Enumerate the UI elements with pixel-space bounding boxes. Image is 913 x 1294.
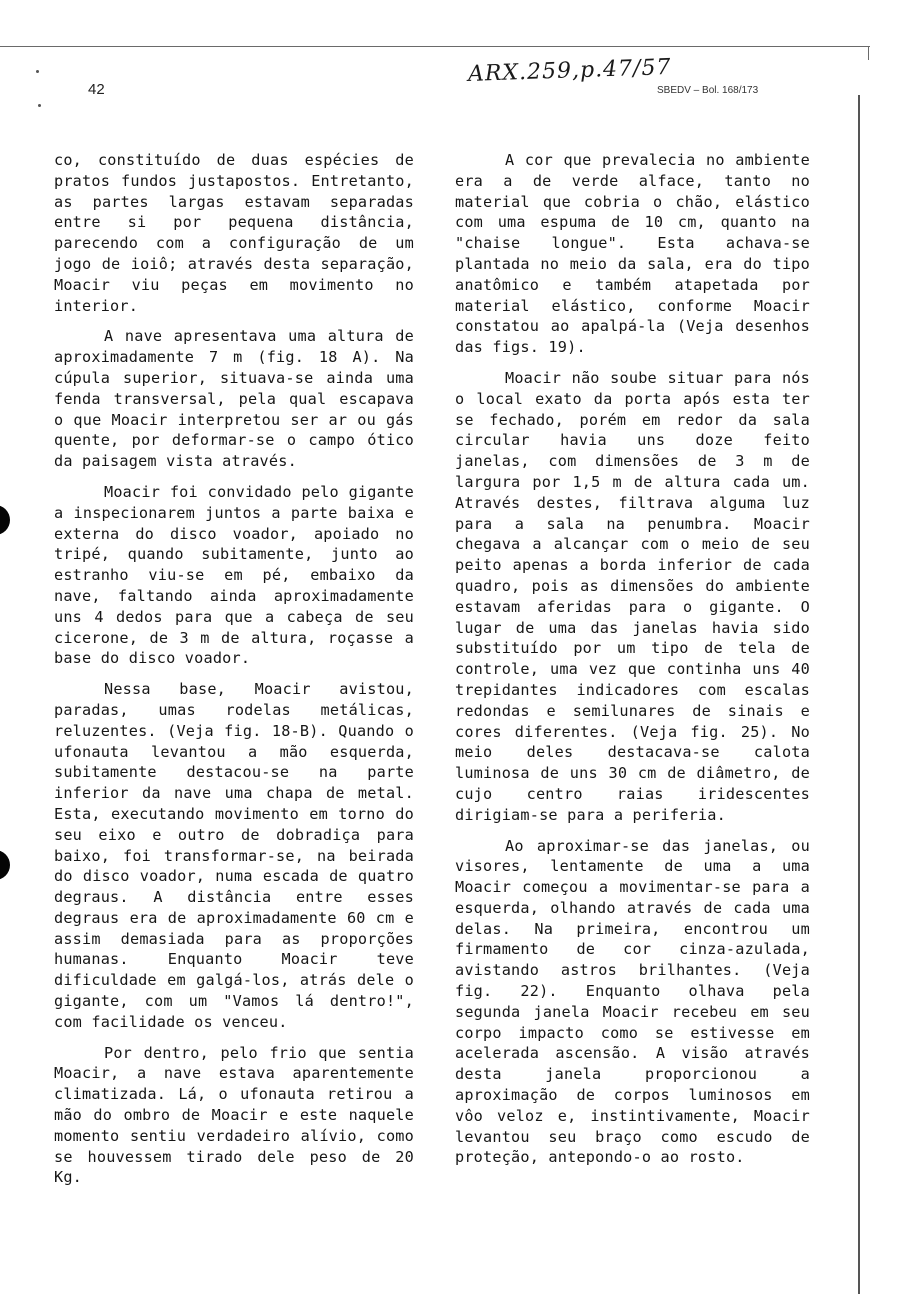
top-rule-line <box>0 46 870 47</box>
right-text-column <box>455 150 810 1178</box>
punch-hole-lower <box>0 850 10 880</box>
journal-reference: SBEDV – Bol. 168/173 <box>657 85 759 96</box>
scan-speck <box>36 70 39 73</box>
page-number: 42 <box>88 81 105 98</box>
paragraph: co, constituído de duas espécies de pratos fundos justapostos. Entretanto, as partes largas estavam separadas entre si por pequena distância, parecendo com a configuração de um jogo de ioiô; através desta separação, Moacir viu peças em movimento no interior. <box>54 151 414 315</box>
left-text-column <box>54 150 414 1198</box>
paragraph: Por dentro, pelo frio que sentia Moacir, a nave estava aparentemente climatizada. Lá, o ufonauta retirou a mão do ombro de Moacir e este naquele momento sentiu verdadeiro alívio, como se houvessem tirado dele peso de 20 Kg. <box>54 1043 414 1187</box>
top-rule-tick <box>868 46 869 60</box>
handwritten-archive-reference: ARX.259,p.47/57 <box>467 54 672 87</box>
paragraph: Moacir foi convidado pelo gigante a inspecionarem juntos a parte baixa e externa do disco voador, apoiado no tripé, quando subitamente, junto ao estranho viu-se em pé, embaixo da nave, faltando ainda aproximadamente uns 4 dedos para que a cabeça de seu cicerone, de 3 m de altura, roçasse a base do disco voador. <box>54 482 414 668</box>
right-margin-line <box>858 95 860 1294</box>
paragraph: A nave apresentava uma altura de aproximadamente 7 m (fig. 18 A). Na cúpula superior, situava-se ainda uma fenda transversal, pela qual escapava o que Moacir interpretou ser ar ou gás quente, por deformar-se o campo ótico da paisagem vista através. <box>54 327 414 471</box>
paragraph: Moacir não soube situar para nós o local exato da porta após esta ter se fechado, porém em redor da sala circular havia uns doze feito janelas, com dimensões de 3 m de largura por 1,5 m de altura cada um. Através destes, filtrava alguma luz para a sala na penumbra. Moacir chegava a alcançar com o meio de seu peito apenas a borda inferior de cada quadro, pois as dimensões do ambiente estavam aferidas para o gigante. O lugar de uma das janelas havia sido substituído por um tipo de tela de controle, uma vez que continha uns 40 trepidantes indicadores com escalas redondas e semilunares de sinais e cores diferentes. (Veja fig. 25). No meio deles destacava-se calota luminosa de uns 30 cm de diâmetro, de cujo centro raias iridescentes dirigiam-se para a periferia. <box>455 368 810 824</box>
scan-speck <box>38 104 41 107</box>
paragraph: Ao aproximar-se das janelas, ou visores, lentamente de uma a uma Moacir começou a movimentar-se para a esquerda, olhando através de cada uma delas. Na primeira, encontrou um firmamento de cor cinza-azulada, avistando astros brilhantes. (Veja fig. 22). Enquanto olhava pela segunda janela Moacir recebeu em seu corpo impacto como se estivesse em acelerada ascensão. A visão através desta janela proporcionou a aproximação de corpos luminosos em vôo veloz e, instintivamente, Moacir levantou seu braço como escudo de proteção, antepondo-o ao rosto. <box>455 836 810 1167</box>
paragraph: A cor que prevalecia no ambiente era a de verde alface, tanto no material que cobria o chão, elástico com uma espuma de 10 cm, quanto na "chaise longue". Esta achava-se plantada no meio da sala, era do tipo anatômico e também atapetada por material elástico, conforme Moacir constatou ao apalpá-la (Veja desenhos das figs. 19). <box>455 151 810 357</box>
paragraph: Nessa base, Moacir avistou, paradas, umas rodelas metálicas, reluzentes. (Veja fig. 18-B). Quando o ufonauta levantou a mão esquerda, subitamente destacou-se na parte inferior da nave uma chapa de metal. Esta, executando movimento em torno do seu eixo e outro de dobradiça para baixo, foi transformar-se, na beirada do disco voador, numa escada de quatro degraus. A distância entre esses degraus era de aproximadamente 60 cm e assim demasiada para as proporções humanas. Enquanto Moacir teve dificuldade em galgá-los, atrás dele o gigante, com um "Vamos lá dentro!", com facilidade os venceu. <box>54 680 414 1031</box>
punch-hole-upper <box>0 505 10 535</box>
